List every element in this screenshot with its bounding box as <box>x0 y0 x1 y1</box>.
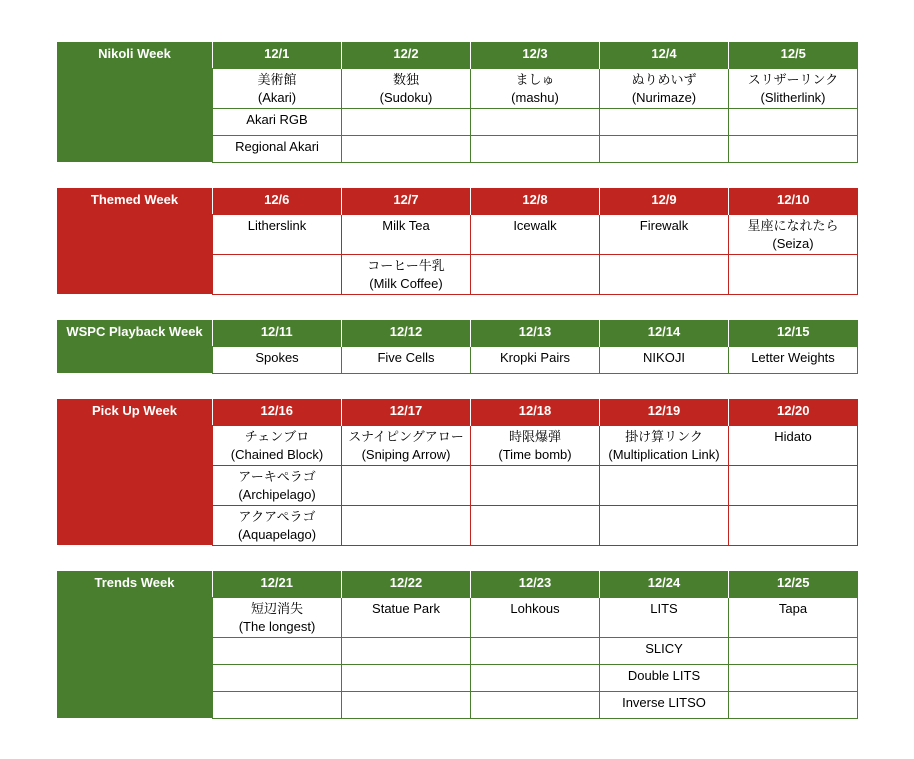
puzzle-row <box>213 637 858 664</box>
puzzle-name: Tapa <box>778 600 808 616</box>
week-table <box>212 571 858 719</box>
puzzle-cell <box>471 597 600 637</box>
week-label: Pick Up Week <box>57 399 212 545</box>
puzzle-name-translation: (Multiplication Link) <box>608 446 720 462</box>
date-header: 12/18 <box>471 399 600 425</box>
puzzle-name: Letter Weights <box>751 349 835 365</box>
puzzle-cell <box>342 346 471 373</box>
puzzle-cell <box>600 135 729 162</box>
week-table <box>212 399 858 546</box>
puzzle-cell <box>729 214 858 254</box>
puzzle-row <box>213 465 858 505</box>
puzzle-name-translation: (Milk Coffee) <box>369 275 443 291</box>
puzzle-name-translation: (Sniping Arrow) <box>361 446 451 462</box>
puzzle-name-translation: (Seiza) <box>772 235 814 251</box>
puzzle-cell <box>213 664 342 691</box>
date-header-row <box>213 188 858 214</box>
puzzle-cell <box>213 425 342 465</box>
puzzle-cell <box>729 597 858 637</box>
puzzle-name: スナイピングアロー <box>348 428 464 444</box>
puzzle-cell <box>729 346 858 373</box>
date-header: 12/25 <box>729 571 858 597</box>
puzzle-name: コーヒー牛乳 <box>367 257 445 273</box>
puzzle-cell <box>342 465 471 505</box>
puzzle-cell <box>600 108 729 135</box>
puzzle-cell <box>471 664 600 691</box>
week-table <box>212 42 858 163</box>
puzzle-name: Double LITS <box>627 667 701 683</box>
puzzle-cell <box>471 465 600 505</box>
puzzle-cell <box>729 254 858 294</box>
puzzle-cell <box>342 214 471 254</box>
puzzle-name: Hidato <box>774 428 812 444</box>
puzzle-name: Firewalk <box>639 217 689 233</box>
puzzle-name-translation: (Archipelago) <box>238 486 316 502</box>
week-table <box>212 188 858 295</box>
puzzle-name: Akari RGB <box>246 111 308 127</box>
puzzle-cell <box>342 68 471 108</box>
puzzle-cell <box>729 664 858 691</box>
puzzle-cell <box>600 465 729 505</box>
puzzle-name: 美術館 <box>257 71 297 87</box>
puzzle-name: Litherslink <box>247 217 307 233</box>
puzzle-cell <box>213 691 342 718</box>
puzzle-row <box>213 597 858 637</box>
puzzle-cell <box>600 214 729 254</box>
puzzle-name: Kropki Pairs <box>499 349 571 365</box>
puzzle-name-translation: (Chained Block) <box>230 446 324 462</box>
puzzle-cell <box>342 505 471 545</box>
puzzle-cell <box>213 108 342 135</box>
puzzle-name: Milk Tea <box>382 217 430 233</box>
puzzle-name: 時限爆弾 <box>508 428 561 444</box>
puzzle-name: Regional Akari <box>235 138 319 154</box>
puzzle-name: ぬりめいず <box>631 71 697 87</box>
puzzle-cell <box>471 346 600 373</box>
puzzle-cell <box>729 108 858 135</box>
date-header: 12/5 <box>729 42 858 68</box>
puzzle-cell <box>600 691 729 718</box>
puzzle-name: 星座になれたら <box>747 217 839 233</box>
date-header-row <box>213 320 858 346</box>
date-header: 12/1 <box>213 42 342 68</box>
puzzle-name-translation: (Aquapelago) <box>237 526 317 542</box>
puzzle-row <box>213 505 858 545</box>
puzzle-name: Five Cells <box>377 349 435 365</box>
puzzle-cell <box>600 664 729 691</box>
puzzle-cell <box>729 135 858 162</box>
puzzle-name-translation: (Sudoku) <box>379 89 433 105</box>
puzzle-cell <box>342 597 471 637</box>
date-header: 12/15 <box>729 320 858 346</box>
puzzle-cell <box>600 505 729 545</box>
date-header: 12/21 <box>213 571 342 597</box>
puzzle-name: 数独 <box>392 71 419 87</box>
puzzle-cell <box>471 214 600 254</box>
puzzle-name: SLICY <box>645 640 683 656</box>
date-header: 12/22 <box>342 571 471 597</box>
puzzle-cell <box>600 425 729 465</box>
puzzle-row <box>213 425 858 465</box>
date-header: 12/6 <box>213 188 342 214</box>
date-header: 12/19 <box>600 399 729 425</box>
puzzle-cell <box>600 68 729 108</box>
date-header: 12/3 <box>471 42 600 68</box>
puzzle-cell <box>729 68 858 108</box>
puzzle-cell <box>213 597 342 637</box>
puzzle-cell <box>600 637 729 664</box>
puzzle-name: スリザーリンク <box>747 71 839 87</box>
puzzle-name: Spokes <box>255 349 299 365</box>
puzzle-cell <box>600 597 729 637</box>
week-block <box>57 399 858 545</box>
puzzle-cell <box>471 68 600 108</box>
date-header: 12/24 <box>600 571 729 597</box>
puzzle-cell <box>471 505 600 545</box>
puzzle-name: 短辺消失 <box>250 600 303 616</box>
puzzle-row <box>213 691 858 718</box>
puzzle-name-translation: (The longest) <box>238 618 316 634</box>
puzzle-cell <box>342 254 471 294</box>
puzzle-cell <box>213 505 342 545</box>
date-header: 12/14 <box>600 320 729 346</box>
puzzle-cell <box>342 135 471 162</box>
puzzle-name-translation: (Akari) <box>257 89 297 105</box>
date-header: 12/2 <box>342 42 471 68</box>
date-header: 12/8 <box>471 188 600 214</box>
puzzle-cell <box>471 637 600 664</box>
puzzle-name: NIKOJI <box>643 349 685 365</box>
puzzle-name-translation: (Nurimaze) <box>631 89 697 105</box>
puzzle-name: ましゅ <box>515 71 555 87</box>
week-block <box>57 320 858 373</box>
date-header: 12/9 <box>600 188 729 214</box>
puzzle-cell <box>729 505 858 545</box>
puzzle-cell <box>471 425 600 465</box>
puzzle-name: 掛け算リンク <box>625 428 703 444</box>
week-table <box>212 320 858 374</box>
puzzle-cell <box>471 135 600 162</box>
date-header: 12/16 <box>213 399 342 425</box>
puzzle-cell <box>213 637 342 664</box>
puzzle-cell <box>471 691 600 718</box>
puzzle-cell <box>213 346 342 373</box>
puzzle-cell <box>213 68 342 108</box>
puzzle-cell <box>471 108 600 135</box>
puzzle-cell <box>342 637 471 664</box>
puzzle-name: アクアペラゴ <box>238 508 316 524</box>
puzzle-cell <box>729 637 858 664</box>
puzzle-cell <box>213 214 342 254</box>
puzzle-row <box>213 108 858 135</box>
date-header: 12/17 <box>342 399 471 425</box>
week-block <box>57 188 858 294</box>
puzzle-cell <box>342 664 471 691</box>
puzzle-row <box>213 68 858 108</box>
date-header: 12/4 <box>600 42 729 68</box>
puzzle-name: Statue Park <box>372 600 440 616</box>
puzzle-cell <box>213 465 342 505</box>
puzzle-name: Lohkous <box>510 600 560 616</box>
date-header: 12/23 <box>471 571 600 597</box>
date-header: 12/10 <box>729 188 858 214</box>
puzzle-cell <box>342 108 471 135</box>
puzzle-row <box>213 346 858 373</box>
date-header: 12/20 <box>729 399 858 425</box>
puzzle-name: Icewalk <box>513 217 557 233</box>
puzzle-cell <box>213 254 342 294</box>
puzzle-cell <box>729 465 858 505</box>
puzzle-row <box>213 664 858 691</box>
puzzle-row <box>213 214 858 254</box>
puzzle-row <box>213 254 858 294</box>
date-header-row <box>213 571 858 597</box>
date-header: 12/12 <box>342 320 471 346</box>
puzzle-cell <box>342 425 471 465</box>
puzzle-cell <box>342 691 471 718</box>
puzzle-name-translation: (mashu) <box>511 89 559 105</box>
week-label: Trends Week <box>57 571 212 718</box>
puzzle-name: アーキペラゴ <box>238 468 316 484</box>
puzzle-cell <box>471 254 600 294</box>
puzzle-cell <box>600 254 729 294</box>
date-header: 12/11 <box>213 320 342 346</box>
week-label: Nikoli Week <box>57 42 212 162</box>
puzzle-cell <box>729 691 858 718</box>
puzzle-row <box>213 135 858 162</box>
date-header: 12/13 <box>471 320 600 346</box>
puzzle-cell <box>600 346 729 373</box>
puzzle-cell <box>729 425 858 465</box>
week-label: Themed Week <box>57 188 212 294</box>
puzzle-name: Inverse LITSO <box>622 694 706 710</box>
date-header: 12/7 <box>342 188 471 214</box>
date-header-row <box>213 42 858 68</box>
week-label: WSPC Playback Week <box>57 320 212 373</box>
date-header-row <box>213 399 858 425</box>
puzzle-name-translation: (Time bomb) <box>498 446 572 462</box>
week-block <box>57 42 858 162</box>
puzzle-name-translation: (Slitherlink) <box>760 89 826 105</box>
puzzle-name: チェンブロ <box>244 428 310 444</box>
week-block <box>57 571 858 718</box>
puzzle-name: LITS <box>650 600 678 616</box>
puzzle-cell <box>213 135 342 162</box>
